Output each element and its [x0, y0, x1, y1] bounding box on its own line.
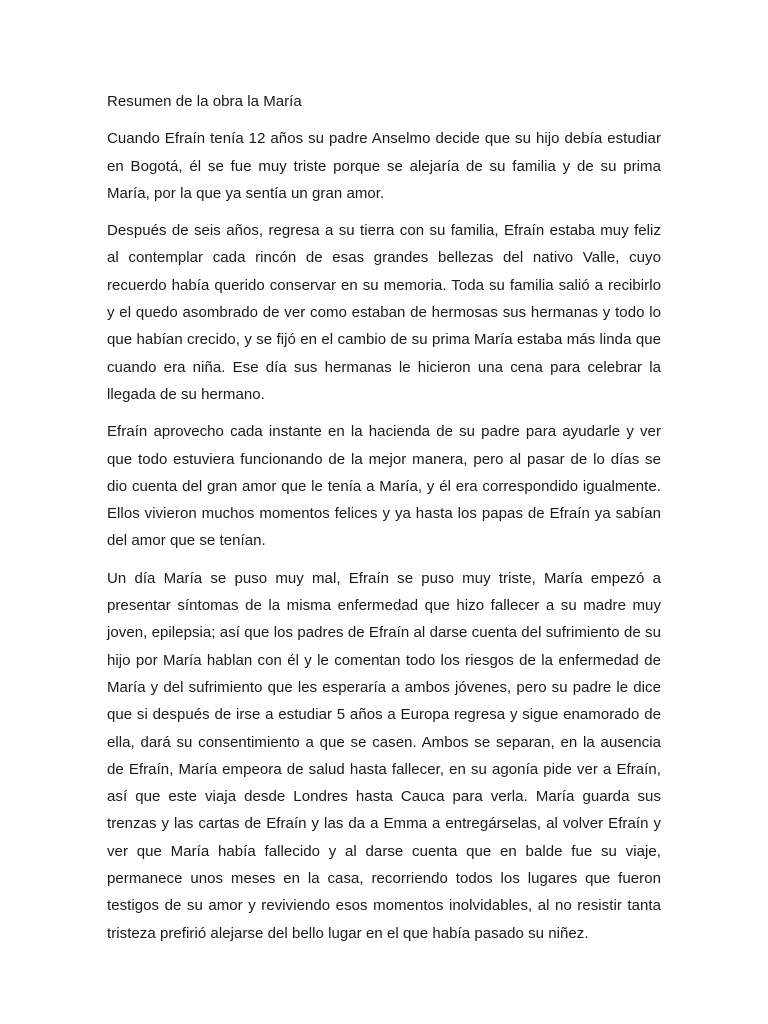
- paragraph-1: Cuando Efraín tenía 12 años su padre Anselmo decide que su hijo debía estudiar en Bogotá, él se fue muy triste porque se alejaría de su familia y de su prima María, por la que ya sentía un gran amor.: [107, 130, 661, 202]
- paragraph-3: Efraín aprovecho cada instante en la hacienda de su padre para ayudarle y ver que todo estuviera funcionando de la mejor manera, pero al pasar de lo días se dio cuenta del gran amor que le tenía a María, y él era correspondido igualmente. Ellos vivieron muchos momentos felices y ya hasta los papas de Efraín ya sabían del amor que se tenían.: [107, 423, 661, 550]
- paragraph-4: Un día María se puso muy mal, Efraín se puso muy triste, María empezó a presentar síntomas de la misma enfermedad que hizo fallecer a su madre muy joven, epilepsia; así que los padres de Efraín al darse cuenta del sufrimiento de su hijo por María hablan con él y le comentan todo los riesgos de la enfermedad de María y del sufrimiento que les esperaría a ambos jóvenes, pero su padre le dice que si después de irse a estudiar 5 años a Europa regresa y sigue enamorado de ella, dará su consentimiento a que se casen. Ambos se separan, en la ausencia de Efraín, María empeora de salud hasta fallecer, en su agonía pide ver a Efraín, así que este viaja desde Londres hasta Cauca para verla. María guarda sus trenzas y las cartas de Efraín y las da a Emma a entregárselas, al volver Efraín y ver que María había fallecido y al darse cuenta que en balde fue su viaje, permanece unos meses en la casa, recorriendo todos los lugares que fueron testigos de su amor y reviviendo esos momentos inolvidables, al no resistir tanta tristeza prefirió alejarse del bello lugar en el que había pasado su niñez.: [107, 569, 661, 942]
- document-page: [107, 88, 661, 957]
- paragraph-2: Después de seis años, regresa a su tierra con su familia, Efraín estaba muy feliz al contemplar cada rincón de esas grandes bellezas del nativo Valle, cuyo recuerdo había querido conservar en su memoria. Toda su familia salió a recibirlo y el quedo asombrado de ver como estaban de hermosas sus hermanas y todo lo que habían crecido, y se fijó en el cambio de su prima María estaba más linda que cuando era niña. Ese día sus hermanas le hicieron una cena para celebrar la llegada de su hermano.: [107, 222, 661, 403]
- document-title: Resumen de la obra la María: [107, 93, 302, 110]
